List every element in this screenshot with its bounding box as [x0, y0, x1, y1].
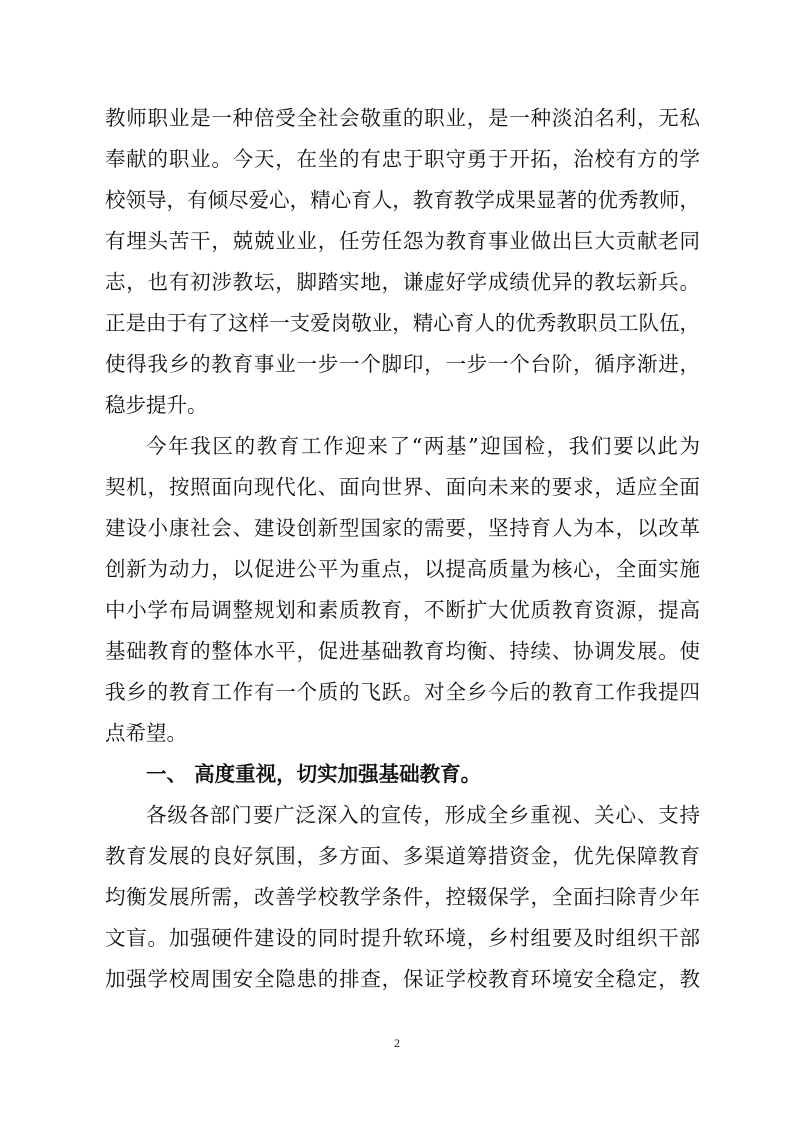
text-line: 使得我乡的教育事业一步一个脚印，一步一个台阶，循序渐进， — [105, 352, 700, 376]
text-line: 志，也有初涉教坛，脚踏实地，谦虚好学成绩优异的教坛新兵。 — [105, 270, 700, 294]
text-line: 教师职业是一种倍受全社会敬重的职业，是一种淡泊名利，无私 — [105, 106, 700, 130]
text-line: 今年我区的教育工作迎来了“两基”迎国检，我们要以此为 — [146, 434, 700, 458]
text-line: 契机，按照面向现代化、面向世界、面向未来的要求，适应全面 — [105, 475, 700, 499]
text-line: 奉献的职业。今天，在坐的有忠于职守勇于开拓，治校有方的学 — [105, 147, 700, 171]
text-line: 加强学校周围安全隐患的排查，保证学校教育环境安全稳定，教 — [105, 967, 700, 991]
text-line: 校领导，有倾尽爱心，精心育人，教育教学成果显著的优秀教师， — [105, 188, 700, 212]
text-line: 基础教育的整体水平，促进基础教育均衡、持续、协调发展。使 — [105, 639, 700, 663]
text-line: 有埋头苦干，兢兢业业，任劳任怨为教育事业做出巨大贡献老同 — [105, 229, 700, 253]
text-line: 正是由于有了这样一支爱岗敬业，精心育人的优秀教职员工队伍， — [105, 311, 700, 335]
section-heading: 一、 高度重视，切实加强基础教育。 — [146, 762, 482, 786]
text-line: 教育发展的良好氛围，多方面、多渠道筹措资金，优先保障教育 — [105, 844, 700, 868]
text-line: 稳步提升。 — [105, 393, 208, 417]
text-line: 建设小康社会、建设创新型国家的需要，坚持育人为本，以改革 — [105, 516, 700, 540]
text-line: 点希望。 — [105, 721, 187, 745]
text-line: 均衡发展所需，改善学校教学条件，控辍保学，全面扫除青少年 — [105, 885, 700, 909]
page-number: 2 — [394, 1036, 400, 1050]
text-line: 文盲。加强硬件建设的同时提升软环境，乡村组要及时组织干部 — [105, 926, 700, 950]
text-line: 各级各部门要广泛深入的宣传，形成全乡重视、关心、支持 — [146, 803, 700, 827]
text-line: 创新为动力，以促进公平为重点，以提高质量为核心，全面实施 — [105, 557, 700, 581]
text-line: 我乡的教育工作有一个质的飞跃。对全乡今后的教育工作我提四 — [105, 680, 700, 704]
text-line: 中小学布局调整规划和素质教育，不断扩大优质教育资源，提高 — [105, 598, 700, 622]
